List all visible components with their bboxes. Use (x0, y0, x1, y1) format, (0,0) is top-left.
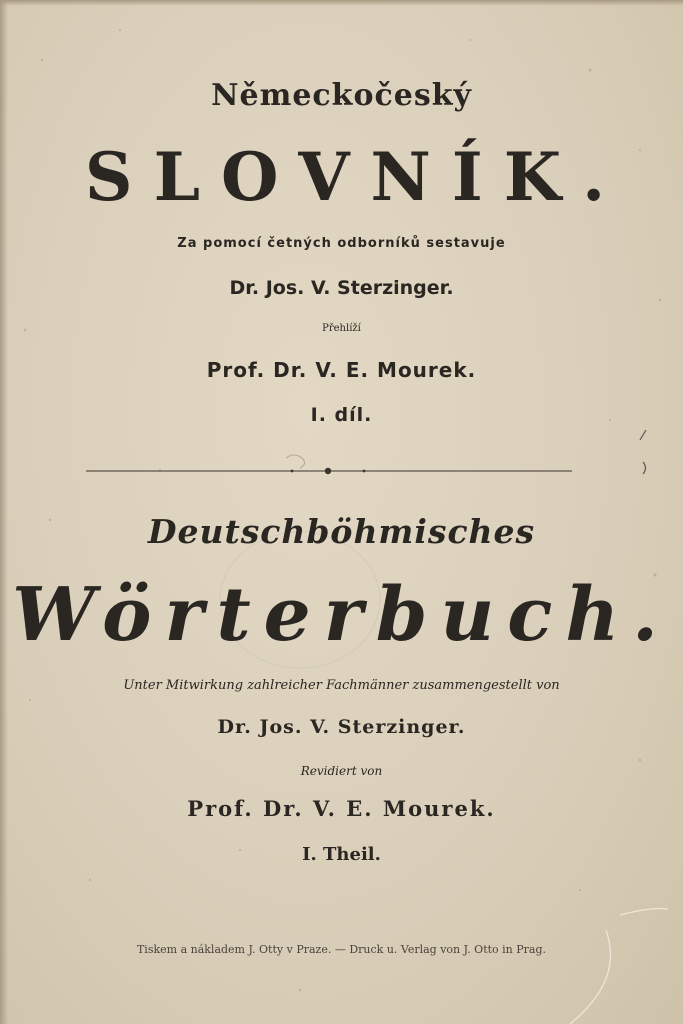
german-subtitle: Deutschböhmisches (147, 512, 536, 551)
german-title: Wörterbuch. (12, 572, 671, 658)
czech-compiled-by: Za pomocí četných odborníků sestavuje (177, 236, 506, 251)
czech-reviser: Prof. Dr. V. E. Mourek. (206, 358, 477, 382)
german-part: I. Theil. (302, 844, 381, 865)
german-author: Dr. Jos. V. Sterzinger. (217, 716, 466, 738)
imprint: Tiskem a nákladem J. Otty v Praze. — Druck u. Verlag von J. Otto in Prag. (136, 943, 547, 956)
czech-revised-by: Přehlíží (322, 323, 361, 334)
czech-author: Dr. Jos. V. Sterzinger. (229, 277, 454, 299)
czech-part: I. díl. (310, 404, 373, 426)
german-reviser: Prof. Dr. V. E. Mourek. (187, 796, 496, 821)
czech-subtitle: Německočeský (211, 78, 472, 113)
german-revised-by: Revidiert von (300, 764, 383, 778)
czech-title: SLOVNÍK. (84, 138, 627, 216)
german-compiled-by: Unter Mitwirkung zahlreicher Fachmänner zusammengestellt von (123, 678, 560, 693)
